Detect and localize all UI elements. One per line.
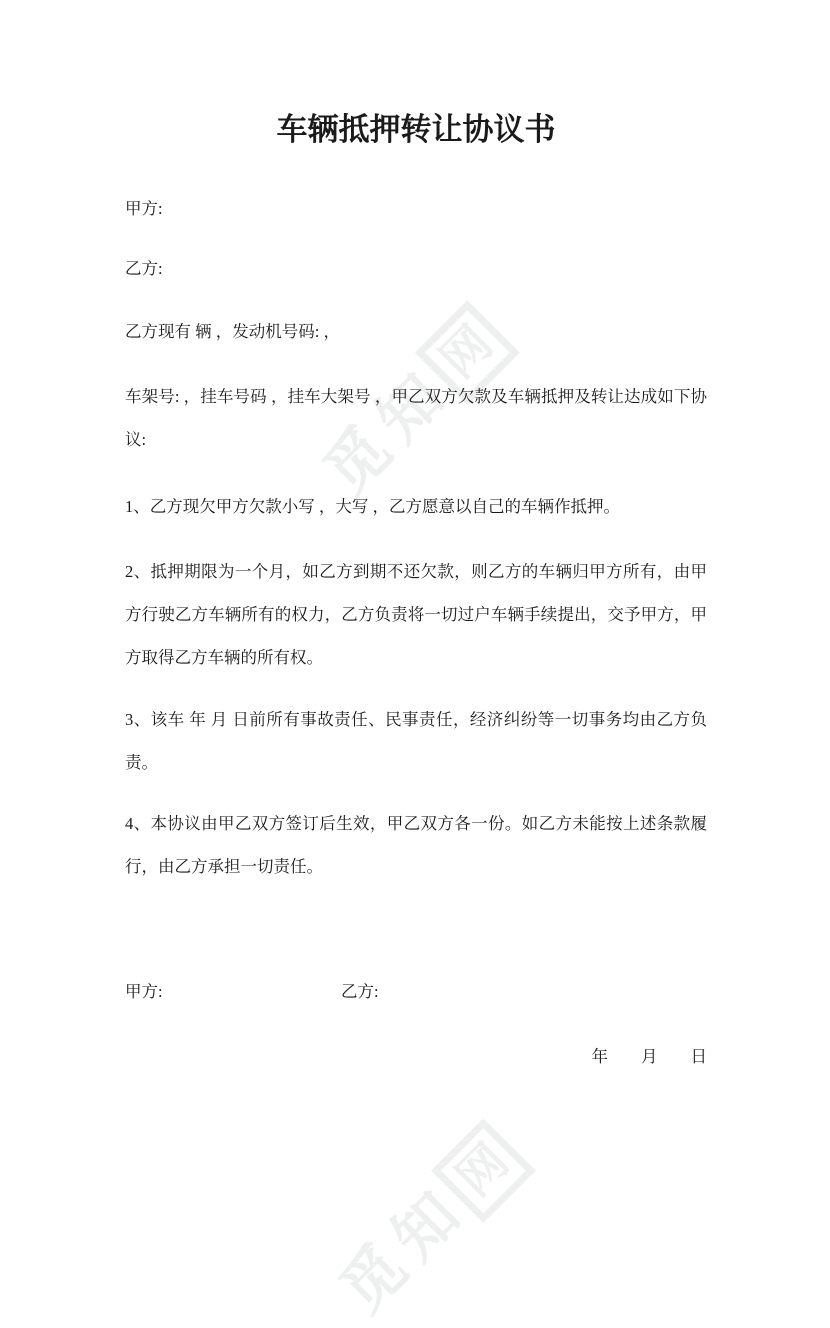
- watermark-logo-char: 网: [447, 1134, 519, 1207]
- watermark-logo-char: 网: [431, 316, 503, 389]
- document-content: [125, 0, 707, 1078]
- date-month-label: 月: [641, 1047, 658, 1066]
- watermark-text: 觅知: [312, 354, 466, 508]
- party-b-line: 乙方:: [125, 259, 163, 278]
- date-line: [125, 1035, 707, 1078]
- vehicle-engine-line: 乙方现有 辆 ，发动机号码: ，: [125, 322, 340, 341]
- watermark-text: 觅知: [328, 1172, 482, 1326]
- document-title: 车辆抵押转让协议书: [276, 112, 556, 147]
- signature-party-b: 乙方:: [341, 982, 379, 1001]
- watermark-logo-icon: [431, 1118, 536, 1223]
- date-day-label: 日: [690, 1047, 707, 1066]
- signature-party-a: 甲方:: [125, 982, 163, 1001]
- date-year-label: 年: [591, 1047, 608, 1066]
- clause-1: 1、乙方现欠甲方欠款小写 ，大写 ，乙方愿意以自己的车辆作抵押。: [125, 497, 620, 516]
- clause-2: 2、抵押期限为一个月，如乙方到期不还欠款，则乙方的车辆归甲方所有，由甲方行驶乙方车辆所有的权力，乙方负责将一切过户车辆手续提出，交予甲方，甲方取得乙方车辆的所有权。: [125, 562, 707, 667]
- watermark-bottom: [326, 1118, 535, 1327]
- clause-3: 3、该车 年 月 日前所有事故责任、民事责任，经济纠纷等一切事务均由乙方负责。: [125, 710, 707, 772]
- clause-4: 4、本协议由甲乙双方签订后生效，甲乙双方各一份。如乙方未能按上述条款履行，由乙方承担一切责任。: [125, 814, 707, 876]
- party-a-line: 甲方:: [125, 199, 163, 218]
- signature-row: [125, 970, 707, 1013]
- frame-number-line: 车架号: ，挂车号码 ，挂车大架号 ，甲乙双方欠款及车辆抵押及转让达成如下协议:: [125, 387, 707, 449]
